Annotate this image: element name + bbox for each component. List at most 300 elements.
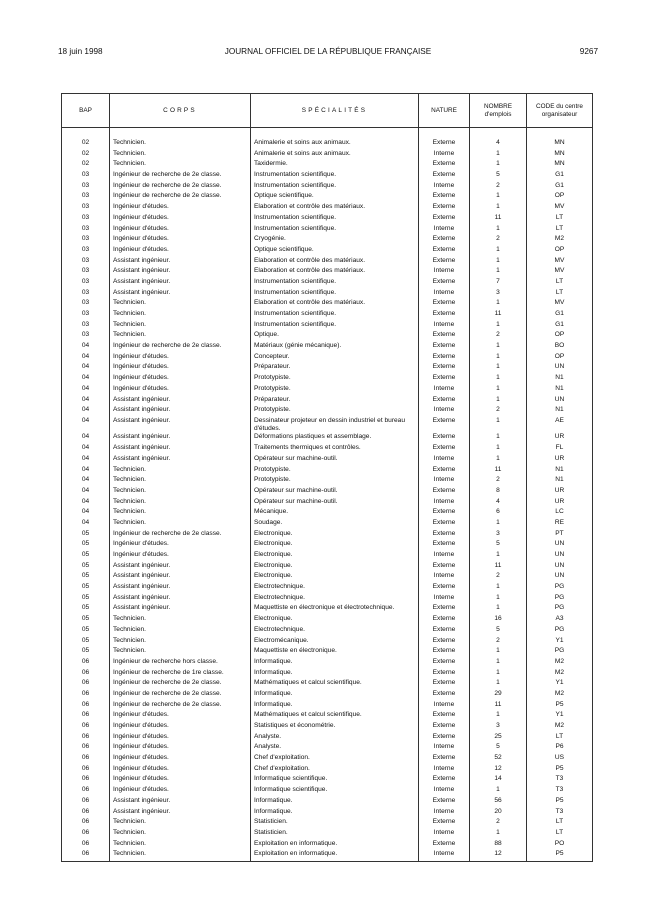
cell-specialite: Taxidermie. xyxy=(251,160,419,171)
cell-corps: Assistant ingénieur. xyxy=(110,396,251,407)
table-row xyxy=(62,171,593,182)
cell-corps: Technicien. xyxy=(110,476,251,487)
cell-corps: Technicien. xyxy=(110,498,251,509)
cell-specialite: Prototypiste. xyxy=(251,406,419,417)
cell-nature: Interne xyxy=(419,765,470,776)
table-row xyxy=(62,385,593,396)
cell-specialite: Instrumentation scientifique. xyxy=(251,289,419,300)
cell-bap: 03 xyxy=(62,278,110,289)
cell-nombre: 2 xyxy=(470,818,527,829)
cell-nature: Externe xyxy=(419,235,470,246)
table-row xyxy=(62,754,593,765)
cell-corps: Ingénieur d'études. xyxy=(110,374,251,385)
cell-nombre: 1 xyxy=(470,225,527,236)
table-row xyxy=(62,540,593,551)
cell-corps: Technicien. xyxy=(110,637,251,648)
cell-specialite: Exploitation en informatique. xyxy=(251,840,419,851)
cell-code: T3 xyxy=(527,786,593,797)
cell-specialite: Prototypiste. xyxy=(251,374,419,385)
column-header-corps: CORPS xyxy=(110,94,251,128)
cell-bap: 03 xyxy=(62,235,110,246)
cell-nature: Externe xyxy=(419,754,470,765)
cell-nombre: 5 xyxy=(470,171,527,182)
table-row xyxy=(62,850,593,861)
cell-code: MV xyxy=(527,267,593,278)
cell-bap: 05 xyxy=(62,530,110,541)
table-row xyxy=(62,433,593,444)
cell-specialite: Optique scientifique. xyxy=(251,192,419,203)
table-row xyxy=(62,583,593,594)
cell-code: OP xyxy=(527,246,593,257)
cell-bap: 06 xyxy=(62,658,110,669)
cell-code: G1 xyxy=(527,171,593,182)
cell-nombre: 2 xyxy=(470,182,527,193)
table-row xyxy=(62,214,593,225)
cell-nature: Interne xyxy=(419,498,470,509)
cell-code: UN xyxy=(527,562,593,573)
cell-nature: Interne xyxy=(419,594,470,605)
cell-code: FL xyxy=(527,444,593,455)
cell-nature: Externe xyxy=(419,530,470,541)
cell-specialite: Opérateur sur machine-outil. xyxy=(251,487,419,498)
table-row xyxy=(62,765,593,776)
cell-bap: 04 xyxy=(62,444,110,455)
cell-bap: 03 xyxy=(62,331,110,342)
cell-corps: Ingénieur d'études. xyxy=(110,775,251,786)
cell-bap: 06 xyxy=(62,775,110,786)
cell-specialite: Instrumentation scientifique. xyxy=(251,225,419,236)
cell-nombre: 1 xyxy=(470,299,527,310)
cell-specialite: Dessinateur projeteur en dessin industriel et bureau d'études. xyxy=(251,417,419,434)
cell-corps: Technicien. xyxy=(110,850,251,861)
journal-title: JOURNAL OFFICIEL DE LA RÉPUBLIQUE FRANÇAISE xyxy=(224,47,432,56)
cell-nombre: 8 xyxy=(470,487,527,498)
cell-bap: 05 xyxy=(62,562,110,573)
cell-bap: 06 xyxy=(62,669,110,680)
cell-corps: Technicien. xyxy=(110,310,251,321)
cell-nombre: 1 xyxy=(470,583,527,594)
cell-nombre: 1 xyxy=(470,417,527,434)
cell-corps: Ingénieur de recherche de 2e classe. xyxy=(110,192,251,203)
cell-corps: Ingénieur d'études. xyxy=(110,786,251,797)
cell-corps: Technicien. xyxy=(110,508,251,519)
column-header-specialites: SPÉCIALITÉS xyxy=(251,94,419,128)
cell-code: LT xyxy=(527,289,593,300)
table-row xyxy=(62,637,593,648)
table-row xyxy=(62,701,593,712)
cell-nombre: 88 xyxy=(470,840,527,851)
cell-corps: Technicien. xyxy=(110,626,251,637)
cell-code: LT xyxy=(527,278,593,289)
cell-corps: Ingénieur d'études. xyxy=(110,225,251,236)
cell-code: P5 xyxy=(527,765,593,776)
cell-code: M2 xyxy=(527,669,593,680)
table-row xyxy=(62,455,593,466)
cell-corps: Technicien. xyxy=(110,487,251,498)
cell-specialite: Informatique. xyxy=(251,701,419,712)
cell-corps: Assistant ingénieur. xyxy=(110,406,251,417)
cell-nombre: 1 xyxy=(470,829,527,840)
cell-bap: 06 xyxy=(62,765,110,776)
cell-corps: Assistant ingénieur. xyxy=(110,257,251,268)
cell-corps: Assistant ingénieur. xyxy=(110,604,251,615)
cell-nombre: 1 xyxy=(470,342,527,353)
table-row xyxy=(62,331,593,342)
cell-corps: Ingénieur d'études. xyxy=(110,385,251,396)
cell-nature: Externe xyxy=(419,363,470,374)
cell-nature: Externe xyxy=(419,139,470,150)
cell-specialite: Animalerie et soins aux animaux. xyxy=(251,150,419,161)
table-row xyxy=(62,150,593,161)
cell-nombre: 1 xyxy=(470,374,527,385)
cell-specialite: Préparateur. xyxy=(251,363,419,374)
cell-specialite: Matériaux (génie mécanique). xyxy=(251,342,419,353)
table-row xyxy=(62,743,593,754)
table-row xyxy=(62,786,593,797)
cell-code: UR xyxy=(527,455,593,466)
cell-code: OP xyxy=(527,192,593,203)
cell-corps: Assistant ingénieur. xyxy=(110,455,251,466)
cell-nature: Externe xyxy=(419,818,470,829)
cell-nombre: 1 xyxy=(470,658,527,669)
cell-bap: 03 xyxy=(62,321,110,332)
column-header-code: CODE du centre organisateur xyxy=(527,94,593,128)
cell-corps: Ingénieur d'études. xyxy=(110,765,251,776)
cell-specialite: Opérateur sur machine-outil. xyxy=(251,455,419,466)
cell-specialite: Elaboration et contrôle des matériaux. xyxy=(251,257,419,268)
cell-bap: 05 xyxy=(62,583,110,594)
cell-code: P6 xyxy=(527,743,593,754)
cell-corps: Ingénieur d'études. xyxy=(110,540,251,551)
cell-nombre: 11 xyxy=(470,466,527,477)
cell-specialite: Mathématiques et calcul scientifique. xyxy=(251,711,419,722)
cell-corps: Assistant ingénieur. xyxy=(110,572,251,583)
cell-nombre: 52 xyxy=(470,754,527,765)
cell-specialite: Instrumentation scientifique. xyxy=(251,182,419,193)
table-row xyxy=(62,722,593,733)
table-row xyxy=(62,498,593,509)
cell-specialite: Optique scientifique. xyxy=(251,246,419,257)
table-row xyxy=(62,840,593,851)
cell-nature: Externe xyxy=(419,711,470,722)
cell-nombre: 1 xyxy=(470,246,527,257)
table-body xyxy=(62,128,593,862)
cell-code: UR xyxy=(527,487,593,498)
cell-specialite: Optique. xyxy=(251,331,419,342)
table-row xyxy=(62,417,593,434)
cell-code: N1 xyxy=(527,466,593,477)
cell-bap: 03 xyxy=(62,225,110,236)
table-row xyxy=(62,487,593,498)
cell-bap: 04 xyxy=(62,342,110,353)
cell-nombre: 3 xyxy=(470,530,527,541)
cell-corps: Technicien. xyxy=(110,321,251,332)
table-row xyxy=(62,139,593,150)
cell-corps: Technicien. xyxy=(110,160,251,171)
cell-corps: Assistant ingénieur. xyxy=(110,278,251,289)
cell-bap: 06 xyxy=(62,722,110,733)
cell-bap: 06 xyxy=(62,679,110,690)
cell-nature: Externe xyxy=(419,160,470,171)
cell-nature: Externe xyxy=(419,487,470,498)
cell-code: LC xyxy=(527,508,593,519)
cell-specialite: Instrumentation scientifique. xyxy=(251,310,419,321)
cell-bap: 05 xyxy=(62,572,110,583)
cell-nature: Interne xyxy=(419,321,470,332)
table-header-row xyxy=(62,94,593,128)
cell-code: N1 xyxy=(527,385,593,396)
cell-bap: 03 xyxy=(62,310,110,321)
cell-specialite: Electronique. xyxy=(251,572,419,583)
cell-code: A3 xyxy=(527,615,593,626)
cell-corps: Ingénieur de recherche hors classe. xyxy=(110,658,251,669)
cell-corps: Assistant ingénieur. xyxy=(110,433,251,444)
cell-nombre: 7 xyxy=(470,278,527,289)
table-row xyxy=(62,203,593,214)
cell-nature: Interne xyxy=(419,808,470,819)
cell-nature: Externe xyxy=(419,396,470,407)
cell-code: UN xyxy=(527,363,593,374)
cell-specialite: Prototypiste. xyxy=(251,476,419,487)
cell-code: MN xyxy=(527,139,593,150)
cell-corps: Ingénieur de recherche de 2e classe. xyxy=(110,171,251,182)
table-row xyxy=(62,530,593,541)
cell-corps: Technicien. xyxy=(110,647,251,658)
cell-bap: 03 xyxy=(62,257,110,268)
cell-bap: 05 xyxy=(62,647,110,658)
cell-bap: 05 xyxy=(62,637,110,648)
cell-nombre: 1 xyxy=(470,455,527,466)
cell-nombre: 1 xyxy=(470,444,527,455)
cell-nombre: 11 xyxy=(470,214,527,225)
cell-specialite: Opérateur sur machine-outil. xyxy=(251,498,419,509)
cell-corps: Assistant ingénieur. xyxy=(110,808,251,819)
cell-code: P5 xyxy=(527,850,593,861)
table-row xyxy=(62,476,593,487)
cell-bap: 02 xyxy=(62,139,110,150)
cell-code: Y1 xyxy=(527,637,593,648)
cell-nombre: 1 xyxy=(470,604,527,615)
cell-code: BO xyxy=(527,342,593,353)
cell-bap: 04 xyxy=(62,508,110,519)
cell-specialite: Informatique. xyxy=(251,690,419,701)
table-row xyxy=(62,808,593,819)
cell-specialite: Analyste. xyxy=(251,743,419,754)
cell-bap: 03 xyxy=(62,192,110,203)
table-row xyxy=(62,690,593,701)
table-row xyxy=(62,669,593,680)
cell-nature: Interne xyxy=(419,551,470,562)
cell-code: UN xyxy=(527,572,593,583)
cell-code: M2 xyxy=(527,690,593,701)
cell-code: N1 xyxy=(527,476,593,487)
cell-code: UN xyxy=(527,396,593,407)
cell-specialite: Elaboration et contrôle des matériaux. xyxy=(251,203,419,214)
table-row xyxy=(62,278,593,289)
cell-code: Y1 xyxy=(527,679,593,690)
cell-code: M2 xyxy=(527,722,593,733)
cell-code: PG xyxy=(527,626,593,637)
cell-bap: 03 xyxy=(62,246,110,257)
cell-specialite: Informatique scientifique. xyxy=(251,775,419,786)
positions-table xyxy=(61,93,593,862)
cell-nature: Externe xyxy=(419,203,470,214)
table-row xyxy=(62,363,593,374)
cell-bap: 06 xyxy=(62,808,110,819)
cell-specialite: Instrumentation scientifique. xyxy=(251,214,419,225)
cell-nature: Interne xyxy=(419,572,470,583)
cell-nature: Externe xyxy=(419,637,470,648)
cell-nombre: 16 xyxy=(470,615,527,626)
cell-bap: 03 xyxy=(62,267,110,278)
table-row xyxy=(62,829,593,840)
cell-nature: Externe xyxy=(419,374,470,385)
cell-corps: Ingénieur de recherche de 2e classe. xyxy=(110,690,251,701)
cell-nature: Externe xyxy=(419,257,470,268)
cell-specialite: Electromécanique. xyxy=(251,637,419,648)
cell-nombre: 1 xyxy=(470,594,527,605)
cell-specialite: Electrotechnique. xyxy=(251,626,419,637)
cell-nombre: 1 xyxy=(470,192,527,203)
cell-nombre: 11 xyxy=(470,701,527,712)
cell-corps: Technicien. xyxy=(110,466,251,477)
cell-specialite: Instrumentation scientifique. xyxy=(251,171,419,182)
cell-specialite: Instrumentation scientifique. xyxy=(251,321,419,332)
cell-bap: 04 xyxy=(62,374,110,385)
cell-nature: Externe xyxy=(419,797,470,808)
table-row xyxy=(62,192,593,203)
cell-nature: Interne xyxy=(419,850,470,861)
cell-bap: 06 xyxy=(62,690,110,701)
cell-specialite: Concepteur. xyxy=(251,353,419,364)
cell-specialite: Cryogénie. xyxy=(251,235,419,246)
cell-bap: 04 xyxy=(62,466,110,477)
table-row xyxy=(62,182,593,193)
cell-bap: 06 xyxy=(62,786,110,797)
cell-nombre: 14 xyxy=(470,775,527,786)
cell-corps: Technicien. xyxy=(110,519,251,530)
cell-specialite: Electronique. xyxy=(251,540,419,551)
cell-nature: Interne xyxy=(419,225,470,236)
cell-nature: Externe xyxy=(419,840,470,851)
table-row xyxy=(62,466,593,477)
cell-bap: 04 xyxy=(62,476,110,487)
cell-bap: 05 xyxy=(62,594,110,605)
table-row xyxy=(62,679,593,690)
cell-nature: Externe xyxy=(419,540,470,551)
cell-nature: Externe xyxy=(419,466,470,477)
cell-nature: Externe xyxy=(419,679,470,690)
page-number: 9267 xyxy=(579,47,598,56)
cell-nombre: 25 xyxy=(470,733,527,744)
cell-nombre: 12 xyxy=(470,850,527,861)
cell-bap: 04 xyxy=(62,396,110,407)
cell-corps: Assistant ingénieur. xyxy=(110,562,251,573)
cell-nombre: 1 xyxy=(470,353,527,364)
table-row xyxy=(62,235,593,246)
cell-corps: Assistant ingénieur. xyxy=(110,583,251,594)
table-row xyxy=(62,733,593,744)
cell-corps: Assistant ingénieur. xyxy=(110,444,251,455)
cell-specialite: Mécanique. xyxy=(251,508,419,519)
cell-nature: Externe xyxy=(419,722,470,733)
cell-specialite: Informatique scientifique. xyxy=(251,786,419,797)
cell-nature: Externe xyxy=(419,647,470,658)
cell-code: Y1 xyxy=(527,711,593,722)
cell-specialite: Soudage. xyxy=(251,519,419,530)
cell-code: N1 xyxy=(527,406,593,417)
cell-nombre: 3 xyxy=(470,722,527,733)
cell-corps: Assistant ingénieur. xyxy=(110,267,251,278)
cell-specialite: Chef d'exploitation. xyxy=(251,754,419,765)
cell-nombre: 1 xyxy=(470,321,527,332)
cell-code: LT xyxy=(527,225,593,236)
table-row xyxy=(62,797,593,808)
cell-specialite: Prototypiste. xyxy=(251,466,419,477)
cell-code: LT xyxy=(527,214,593,225)
cell-nature: Externe xyxy=(419,604,470,615)
cell-specialite: Electronique. xyxy=(251,562,419,573)
cell-nature: Externe xyxy=(419,658,470,669)
cell-nombre: 2 xyxy=(470,406,527,417)
cell-nombre: 2 xyxy=(470,637,527,648)
cell-code: MV xyxy=(527,257,593,268)
cell-nature: Externe xyxy=(419,310,470,321)
cell-nature: Externe xyxy=(419,433,470,444)
cell-specialite: Informatique. xyxy=(251,669,419,680)
cell-specialite: Electronique. xyxy=(251,615,419,626)
cell-nombre: 56 xyxy=(470,797,527,808)
cell-code: M2 xyxy=(527,658,593,669)
cell-nature: Externe xyxy=(419,733,470,744)
cell-specialite: Informatique. xyxy=(251,658,419,669)
table-row xyxy=(62,604,593,615)
cell-corps: Ingénieur d'études. xyxy=(110,353,251,364)
cell-corps: Ingénieur d'études. xyxy=(110,722,251,733)
table-row xyxy=(62,299,593,310)
cell-code: UR xyxy=(527,498,593,509)
cell-nombre: 20 xyxy=(470,808,527,819)
table-row xyxy=(62,551,593,562)
cell-specialite: Chef d'exploitation. xyxy=(251,765,419,776)
table-row xyxy=(62,508,593,519)
table-row xyxy=(62,562,593,573)
cell-nature: Externe xyxy=(419,615,470,626)
cell-nombre: 2 xyxy=(470,572,527,583)
table-row xyxy=(62,160,593,171)
cell-corps: Technicien. xyxy=(110,299,251,310)
cell-specialite: Analyste. xyxy=(251,733,419,744)
cell-nature: Interne xyxy=(419,150,470,161)
cell-corps: Assistant ingénieur. xyxy=(110,797,251,808)
cell-corps: Technicien. xyxy=(110,150,251,161)
column-header-nombre: NOMBRE d'emplois xyxy=(470,94,527,128)
cell-specialite: Exploitation en informatique. xyxy=(251,850,419,861)
page-header xyxy=(58,47,598,61)
table-row xyxy=(62,225,593,236)
cell-specialite: Animalerie et soins aux animaux. xyxy=(251,139,419,150)
cell-bap: 04 xyxy=(62,498,110,509)
cell-nature: Externe xyxy=(419,444,470,455)
cell-code: MV xyxy=(527,299,593,310)
cell-nombre: 3 xyxy=(470,289,527,300)
cell-corps: Technicien. xyxy=(110,829,251,840)
cell-specialite: Electronique. xyxy=(251,530,419,541)
cell-bap: 05 xyxy=(62,615,110,626)
cell-bap: 06 xyxy=(62,743,110,754)
cell-nature: Externe xyxy=(419,331,470,342)
cell-nombre: 1 xyxy=(470,519,527,530)
